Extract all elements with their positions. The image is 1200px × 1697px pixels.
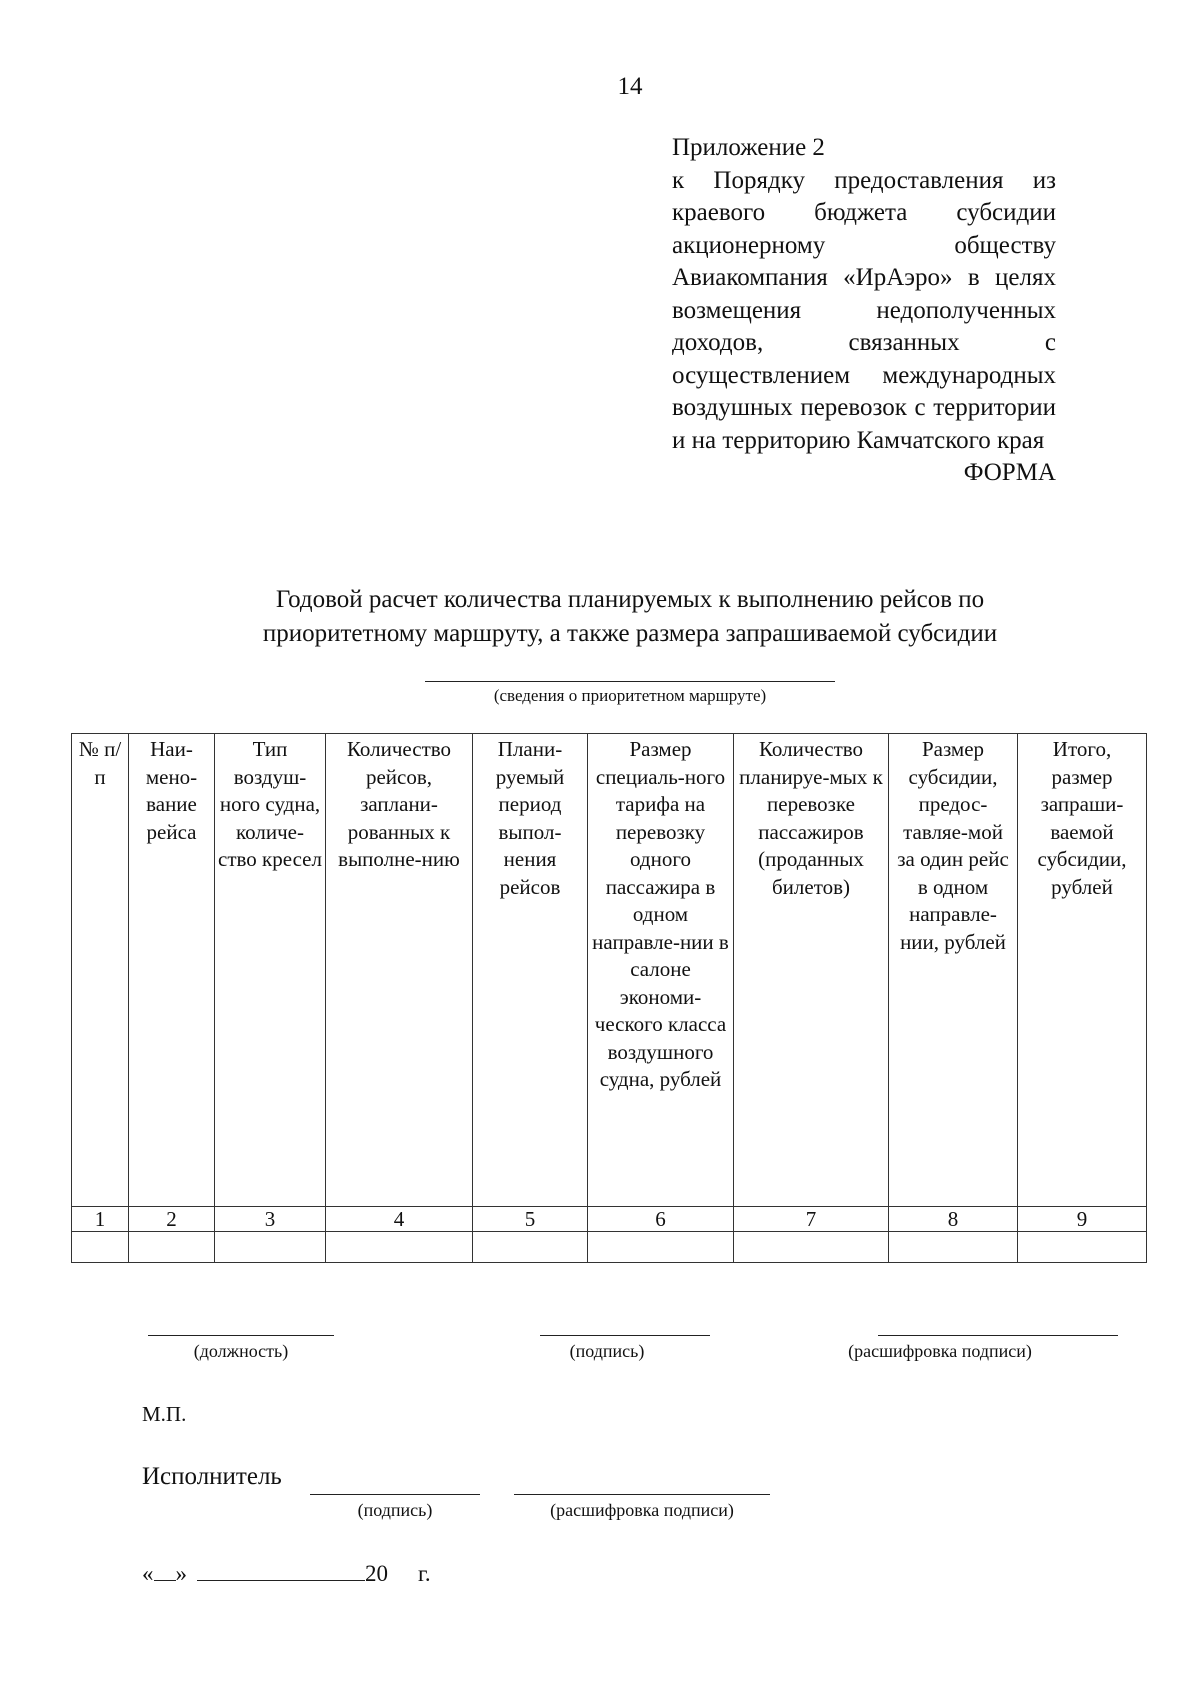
executor-signature-caption: (подпись) bbox=[357, 1500, 433, 1520]
route-blank-line bbox=[425, 681, 835, 682]
column-number: 6 bbox=[588, 1207, 734, 1232]
stamp-placeholder: М.П. bbox=[142, 1402, 187, 1426]
empty-cell bbox=[129, 1232, 215, 1263]
empty-cell bbox=[326, 1232, 473, 1263]
header-cell-2: Наи-мено-вание рейса bbox=[129, 734, 215, 1207]
header-cell-5: Плани-руемый период выпол-нения рейсов bbox=[473, 734, 588, 1207]
form-label: ФОРМА bbox=[963, 459, 1056, 486]
column-number: 3 bbox=[215, 1207, 326, 1232]
executor-decoding-caption: (расшифровка подписи) bbox=[550, 1500, 734, 1520]
header-cell-8: Размер субсидии, предос-тавляе-мой за один рейс в одном направле-нии, рублей bbox=[889, 734, 1018, 1207]
decoding-line bbox=[878, 1335, 1118, 1336]
empty-cell bbox=[72, 1232, 129, 1263]
document-title-line: приоритетному маршруту, а также размера запрашиваемой субсидии bbox=[262, 620, 998, 647]
page-number: 14 bbox=[617, 73, 643, 100]
decoding-caption: (расшифровка подписи) bbox=[848, 1341, 1032, 1361]
date-line bbox=[142, 1561, 431, 1587]
header-cell-4: Количество рейсов, заплани-рованных к выполне-нию bbox=[326, 734, 473, 1207]
route-caption: (сведения о приоритетном маршруте) bbox=[493, 686, 767, 705]
empty-cell bbox=[889, 1232, 1018, 1263]
column-number: 1 bbox=[72, 1207, 129, 1232]
header-cell-7: Количество планируе-мых к перевозке пассажиров (проданных билетов) bbox=[734, 734, 889, 1207]
position-caption: (должность) bbox=[193, 1341, 289, 1361]
executor-label: Исполнитель bbox=[142, 1463, 282, 1490]
executor-decoding-line bbox=[514, 1494, 770, 1495]
column-number: 9 bbox=[1018, 1207, 1147, 1232]
position-line bbox=[148, 1335, 334, 1336]
empty-cell bbox=[588, 1232, 734, 1263]
header-row bbox=[72, 734, 1147, 1207]
year-prefix: 20 bbox=[365, 1561, 388, 1586]
day-blank bbox=[154, 1580, 176, 1581]
column-number: 2 bbox=[129, 1207, 215, 1232]
year-suffix: г. bbox=[418, 1561, 431, 1586]
date-open-quote: « bbox=[142, 1561, 154, 1586]
header-cell-1: № п/п bbox=[72, 734, 129, 1207]
empty-data-row bbox=[72, 1232, 1147, 1263]
empty-cell bbox=[1018, 1232, 1147, 1263]
column-number: 4 bbox=[326, 1207, 473, 1232]
appendix-title: Приложение 2 bbox=[672, 134, 825, 161]
document-title bbox=[160, 583, 1100, 651]
executor-signature-line bbox=[310, 1494, 480, 1495]
column-number-row bbox=[72, 1207, 1147, 1232]
signature-caption: (подпись) bbox=[569, 1341, 645, 1361]
empty-cell bbox=[215, 1232, 326, 1263]
signature-line bbox=[540, 1335, 710, 1336]
header-cell-6: Размер специаль-ного тарифа на перевозку одного пассажира в одном направле-нии в салоне экономи-ческого класса воздушного судна, рублей bbox=[588, 734, 734, 1207]
date-close-quote: » bbox=[175, 1561, 187, 1586]
column-number: 8 bbox=[889, 1207, 1018, 1232]
calculation-table bbox=[71, 733, 1147, 1263]
empty-cell bbox=[473, 1232, 588, 1263]
month-blank bbox=[197, 1580, 365, 1581]
appendix-block bbox=[672, 132, 1056, 490]
empty-cell bbox=[734, 1232, 889, 1263]
document-title-line: Годовой расчет количества планируемых к выполнению рейсов по bbox=[275, 586, 985, 613]
header-cell-9: Итого, размер запраши-ваемой субсидии, рублей bbox=[1018, 734, 1147, 1207]
column-number: 7 bbox=[734, 1207, 889, 1232]
column-number: 5 bbox=[473, 1207, 588, 1232]
appendix-body: к Порядку предоставления из краевого бюджета субсидии акционерному обществу Авиакомпания «ИрАэро» в целях возмещения недополученных доходов, связанных с осуществлением международных воздушных перевозок с территории и на территорию Камчатского края bbox=[672, 166, 1056, 454]
header-cell-3: Тип воздуш-ного судна, количе-ство кресел bbox=[215, 734, 326, 1207]
